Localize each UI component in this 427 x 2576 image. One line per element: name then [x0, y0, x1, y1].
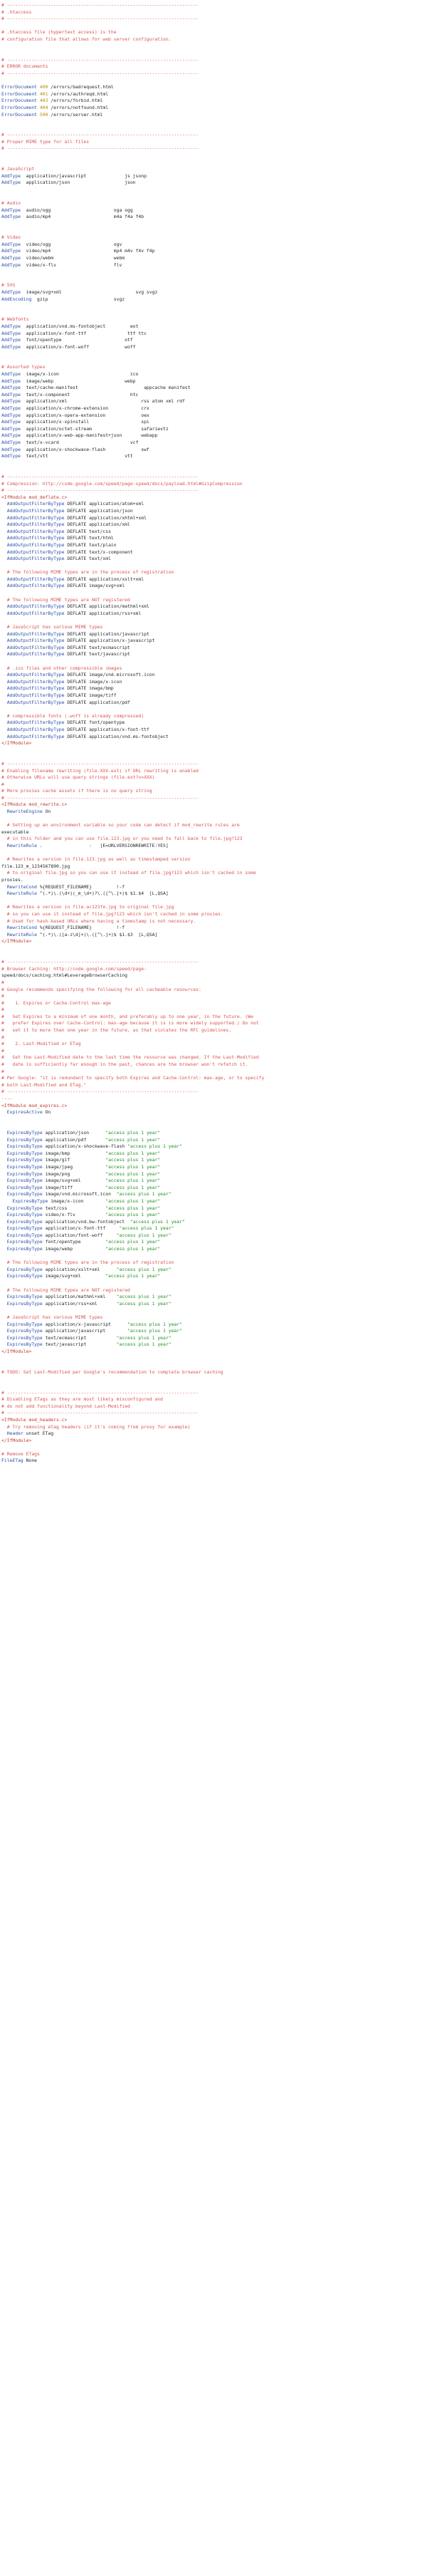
- code-line: ExpiresByType image/x-icon "access plus 1 year": [12, 1198, 161, 1204]
- code-line: [1, 1116, 427, 1123]
- code-line: [1, 1253, 427, 1260]
- code-line: ExpiresByType image/svg+xml "access plus 1 year": [6, 1178, 161, 1184]
- code-line: [1, 706, 427, 713]
- code-line: AddType text/vtt vtt: [1, 453, 133, 459]
- code-line: # Try removing etag headers (if it's coming from proxy for example): [1, 1423, 191, 1430]
- code-line: file.123_m_1234567890.jpg: [1, 863, 70, 869]
- code-line: #: [1, 993, 4, 999]
- code-line: # to original file.jpg so you can use it instead of file.jpg?123 which isn't cached in some: [1, 870, 256, 876]
- code-line: AddType application/javascript js jsonp: [1, 172, 147, 179]
- code-line: AddOutputFilterByType DEFLATE text/xml: [6, 556, 111, 562]
- code-line: [1, 658, 427, 665]
- code-line: [1, 1362, 427, 1369]
- code-line: # .ico files and other compressible images: [1, 665, 122, 671]
- code-line: AddOutputFilterByType DEFLATE application/xml: [6, 521, 130, 528]
- code-line: [1, 563, 427, 570]
- code-line: AddType application/x-xpinstall xpi: [1, 419, 149, 425]
- code-line: [1, 160, 427, 167]
- code-line: # so you can use it instead of file.jpg?123 which isn't cached in some proxies.: [1, 910, 223, 917]
- code-line: AddType audio/ogg oga ogg: [1, 207, 133, 213]
- code-line: [1, 152, 427, 160]
- code-line: # ----------------------------------------------------------------------: [1, 16, 199, 22]
- code-line: # ----------------------------------------------------------------------: [1, 487, 199, 494]
- code-line: # ERROR documents: [1, 63, 48, 70]
- code-line: AddOutputFilterByType DEFLATE application/rss+xml: [6, 610, 142, 616]
- code-line: [1, 50, 427, 57]
- code-line: # ----------------------------------------------------------------------: [1, 56, 199, 63]
- code-line: [1, 187, 427, 194]
- code-line: ExpiresByType application/rss+xml "access plus 1 year": [6, 1300, 172, 1307]
- code-line: [1, 1383, 427, 1390]
- code-line: </IfModule>: [1, 1348, 32, 1354]
- code-line: AddOutputFilterByType DEFLATE image/svg+xml: [6, 583, 125, 589]
- code-line: ErrorDocument 401 /errors/authreqd.html: [1, 90, 109, 97]
- code-line: RewriteRule . - [E=URLVERSIONREWRITE:YES]: [6, 843, 169, 849]
- code-line: ExpiresByType text/ecmascript "access plus 1 year": [6, 1334, 172, 1341]
- code-line: # Enabling filename rewriting (file.XXX.ext) if URL rewriting is enabled: [1, 767, 199, 774]
- code-line: ExpiresByType image/gif "access plus 1 year": [6, 1157, 161, 1163]
- code-line: ExpiresByType image/png "access plus 1 year": [6, 1170, 161, 1177]
- code-line: #: [1, 781, 4, 787]
- code-line: ExpiresByType application/xslt+xml "access plus 1 year": [6, 1266, 172, 1272]
- code-line: [1, 23, 427, 30]
- code-line: ExpiresByType text/javascript "access plus 1 year": [6, 1341, 172, 1348]
- code-line: RewriteEngine On: [6, 809, 51, 815]
- code-line: AddOutputFilterByType DEFLATE font/opentype: [6, 720, 125, 726]
- code-line: # Per Google: "it is redundant to specify both Expires and Cache-Control: max-age, or to specify: [1, 1075, 265, 1081]
- code-line: AddType text/cache-manifest appcache manifest: [1, 385, 191, 391]
- code-line: [1, 269, 427, 276]
- code-line: # .htaccess file (hypertext access) is the: [1, 29, 117, 36]
- code-line: [1, 1280, 427, 1287]
- code-line: # ----------------------------------------------------------------------: [1, 1410, 199, 1416]
- code-line: AddType application/x-font-ttf ttf ttc: [1, 330, 147, 336]
- code-line: [1, 945, 427, 952]
- code-line: # ----------------------------------------------------------------------: [1, 2, 199, 8]
- code-line: ErrorDocument 403 /errors/forbid.html: [1, 98, 103, 104]
- code-line: AddOutputFilterByType DEFLATE application/x-javascript: [6, 638, 155, 644]
- code-line: AddOutputFilterByType DEFLATE image/bmp: [6, 685, 114, 692]
- code-line: ExpiresByType application/x-javascript "access plus 1 year": [6, 1321, 182, 1327]
- code-line: [1, 43, 427, 51]
- code-line: # The following MIME types are in the process of registration: [1, 569, 174, 576]
- code-line: FileETag None: [1, 1458, 38, 1464]
- code-line: [1, 125, 427, 133]
- code-line: ErrorDocument 400 /errors/badrequest.html: [1, 84, 114, 90]
- code-line: <IfModule mod_rewrite.c>: [1, 801, 68, 808]
- code-line: ExpiresByType application/font-woff "access plus 1 year": [6, 1232, 172, 1238]
- code-line: speed/docs/caching.html#LeverageBrowserCaching: [1, 972, 127, 979]
- code-line: # set it to more than one year in the future, as that violates the RFC guidelines.: [1, 1027, 232, 1034]
- code-line: # Rewrites a version in file.123.jpg as well as timestamped version: [1, 856, 191, 863]
- code-line: ----: [1, 1096, 13, 1101]
- code-line: ExpiresByType application/javascript "access plus 1 year": [6, 1328, 182, 1334]
- code-line: # JavaScript: [1, 166, 35, 172]
- code-line: [1, 221, 427, 228]
- code-line: AddOutputFilterByType DEFLATE image/vnd.microsoft.icon: [6, 672, 155, 678]
- code-line: AddType video/ogg ogv: [1, 241, 122, 247]
- code-line: # JavaScript has various MIME types: [1, 1314, 103, 1320]
- code-line: RewriteCond %{REQUEST_FILENAME} !-f: [6, 883, 125, 890]
- code-line: AddType application/xml rss atom xml rdf: [1, 398, 185, 405]
- code-line: AddType video/x-flv flv: [1, 261, 122, 268]
- code-line: # ----------------------------------------------------------------------: [1, 1089, 199, 1095]
- code-line: ErrorDocument 404 /errors/notfound.html: [1, 104, 109, 110]
- code-line: # Video: [1, 234, 21, 241]
- code-line: AddType application/x-chrome-extension crx: [1, 405, 149, 412]
- code-line: # Browser Caching: http://code.google.com/speed/page-: [1, 965, 147, 972]
- code-line: AddType text/x-component htc: [1, 391, 139, 398]
- code-line: AddType image/webp webp: [1, 378, 136, 384]
- code-line: # 1. Expires or Cache-Control max-age: [1, 999, 111, 1006]
- code-line: RewriteRule ^(.*)\.([a-z\d]+)\.([^\.]+)$ $1.$3 [L,QSA]: [6, 931, 158, 938]
- code-line: ExpiresByType image/bmp "access plus 1 year": [6, 1150, 161, 1156]
- code-line: # Set the Last-Modified date to the last time the resource was changed. If the Last-Modified: [1, 1054, 259, 1061]
- code-line: AddOutputFilterByType DEFLATE application/json: [6, 507, 133, 514]
- code-line: AddType video/webm webm: [1, 254, 125, 261]
- code-line: # 2. Last-Modified or ETag: [1, 1041, 81, 1047]
- code-line: [1, 590, 427, 597]
- code-line: AddOutputFilterByType DEFLATE application/xslt+xml: [6, 576, 144, 582]
- code-line: ExpiresByType application/x-shockwave-flash "access plus 1 year": [6, 1143, 182, 1150]
- code-line: ExpiresByType application/x-font-ttf "access plus 1 year": [6, 1225, 174, 1232]
- code-line: # Assorted types: [1, 364, 46, 370]
- code-line: # The following MIME types are NOT registered: [1, 596, 130, 603]
- code-line: AddType image/x-icon ico: [1, 371, 139, 378]
- code-line: # prefer Expires over Cache-Control: max-age because it is is more widely supported.) Do not: [1, 1020, 259, 1027]
- code-line: [1, 747, 427, 754]
- code-line: # Audio: [1, 200, 21, 207]
- code-line: AddType application/vnd.ms-fontobject eot: [1, 323, 139, 329]
- code-line: # Google recommends specifying the following for all cacheable resources:: [1, 986, 201, 992]
- code-line: # ----------------------------------------------------------------------: [1, 959, 199, 965]
- code-line: [1, 310, 427, 317]
- code-line: ExpiresByType image/webp "access plus 1 year": [6, 1246, 161, 1252]
- code-line: [1, 303, 427, 310]
- code-line: # ----------------------------------------------------------------------: [1, 794, 199, 801]
- code-line: [1, 1376, 427, 1383]
- code-line: AddType application/json json: [1, 180, 136, 186]
- code-line: [1, 754, 427, 761]
- code-line: # More proxies cache assets if there is no query string: [1, 788, 152, 794]
- code-line: AddType audio/mp4 m4a f4a f4b: [1, 214, 144, 220]
- code-line: # configuration file that allows for web server configuration.: [1, 36, 172, 42]
- code-line: [1, 850, 427, 857]
- code-line: AddOutputFilterByType DEFLATE image/x-icon: [6, 678, 122, 685]
- code-line: [1, 460, 427, 467]
- code-line: [1, 276, 427, 283]
- code-line: </IfModule>: [1, 938, 32, 945]
- code-line: AddOutputFilterByType DEFLATE image/tiff: [6, 692, 117, 698]
- code-line: # in this folder and you can use file.123.jpg or you need to fall back to file.jpg?123: [1, 836, 243, 842]
- code-line: #: [1, 1047, 4, 1054]
- code-line: AddType application/x-web-app-manifest+json webapp: [1, 432, 158, 439]
- code-line: # ----------------------------------------------------------------------: [1, 70, 199, 76]
- code-line: # SVG: [1, 282, 16, 289]
- code-line: ExpiresByType image/svg+xml "access plus 1 year": [6, 1273, 161, 1279]
- code-line: # .htaccess: [1, 9, 32, 15]
- code-line: # do not add functionality beyond Last-Modified: [1, 1403, 130, 1409]
- code-line: # Setting up an environment variable so your code can detect if mod_rewrite rules are: [1, 822, 240, 829]
- code-line: </IfModule>: [1, 1437, 32, 1443]
- code-line: ExpiresByType application/pdf "access plus 1 year": [6, 1136, 161, 1143]
- code-line: AddOutputFilterByType DEFLATE application/mathml+xml: [6, 603, 149, 610]
- code-line: AddOutputFilterByType DEFLATE text/javascript: [6, 651, 130, 658]
- code-line: AddOutputFilterByType DEFLATE application/javascript: [6, 630, 149, 637]
- code-line: ExpiresByType text/css "access plus 1 year": [6, 1205, 161, 1211]
- code-line: #: [1, 1034, 4, 1040]
- code-line: # JavaScript has various MIME types: [1, 624, 103, 630]
- code-line: [1, 358, 427, 365]
- code-line: # ----------------------------------------------------------------------: [1, 1389, 199, 1396]
- code-line: [1, 1123, 427, 1130]
- code-line: AddOutputFilterByType DEFLATE text/css: [6, 528, 111, 534]
- code-line: [1, 467, 427, 474]
- code-line: AddOutputFilterByType DEFLATE text/html: [6, 535, 114, 541]
- code-line: RewriteRule ^(.*)\.(\d+)(_m_\d+)?\.([^\.]+)$ $1.$4 [L,QSA]: [6, 890, 169, 897]
- code-line: # Remove ETags: [1, 1450, 40, 1457]
- code-line: AddEncoding gzip svgz: [1, 296, 125, 302]
- code-line: # Otherwise URLs will use query strings (file.ext?v=XXX): [1, 774, 155, 781]
- code-line: [1, 1444, 427, 1451]
- code-line: ExpiresByType application/json "access plus 1 year": [6, 1129, 161, 1136]
- code-line: #: [1, 1007, 4, 1013]
- code-line: AddType application/x-font-woff woff: [1, 343, 136, 350]
- code-line: RewriteCond %{REQUEST_FILENAME} !-f: [6, 925, 125, 931]
- code-line: ExpiresByType image/vnd.microsoft.icon "access plus 1 year": [6, 1191, 172, 1198]
- code-line: AddOutputFilterByType DEFLATE text/x-component: [6, 549, 133, 555]
- code-line: AddType video/mp4 mp4 m4v f4v f4p: [1, 248, 155, 254]
- code-line: # ----------------------------------------------------------------------: [1, 132, 199, 138]
- code-line: proxies.: [1, 877, 23, 883]
- code-line: AddOutputFilterByType DEFLATE application/xhtml+xml: [6, 514, 147, 521]
- code-line: # Disabling ETags as they are most likely misconfigured and: [1, 1396, 164, 1403]
- code-line: <IfModule mod_expires.c>: [1, 1102, 68, 1108]
- code-line: [1, 617, 427, 624]
- code-line: ErrorDocument 500 /errors/server.html: [1, 111, 103, 118]
- code-line: # Proper MIME type for all files: [1, 138, 90, 145]
- code-line: # ----------------------------------------------------------------------: [1, 145, 199, 152]
- code-line: AddOutputFilterByType DEFLATE text/ecmascript: [6, 644, 130, 650]
- code-line: [1, 78, 427, 85]
- code-line: # Set Expires to a minimum of one month, and preferably up to one year, in the future. (We: [1, 1013, 253, 1019]
- code-line: ExpiresActive On: [6, 1109, 51, 1116]
- code-line: AddType application/x-opera-extension oex: [1, 412, 149, 418]
- code-line: [1, 1356, 427, 1363]
- code-line: AddType font/opentype otf: [1, 337, 133, 343]
- code-line: # both Last-Modified and ETag.": [1, 1081, 87, 1088]
- code-line: AddOutputFilterByType DEFLATE application/atom+xml: [6, 501, 144, 507]
- code-line: ExpiresByType video/x-flv "access plus 1 year": [6, 1212, 161, 1218]
- code-line: # Rewrites a version in file.ac123fe.jpg to original file.jpg: [1, 904, 174, 910]
- code-line: #: [1, 979, 4, 985]
- code-line: AddType application/x-shockwave-flash swf: [1, 446, 149, 452]
- code-line: # TODO: Set Last-Modified per Google's recommendation to complete browser caching: [1, 1368, 223, 1375]
- code-line: # The following MIME types are NOT registered: [1, 1287, 130, 1293]
- code-line: ExpiresByType image/jpeg "access plus 1 year": [6, 1163, 161, 1170]
- code-line: ExpiresByType font/opentype "access plus 1 year": [6, 1239, 161, 1245]
- code-line: AddOutputFilterByType DEFLATE application/vnd.ms-fontobject: [6, 733, 169, 739]
- code-line: [1, 816, 427, 823]
- code-line: [1, 350, 427, 358]
- code-line: ExpiresByType application/vnd.bw-fontobject "access plus 1 year": [6, 1218, 185, 1225]
- code-line: AddOutputFilterByType DEFLATE application/x-font-ttf: [6, 726, 149, 732]
- code-line: # Used for hash-based URLs where having a timestamp is not necessary.: [1, 918, 196, 924]
- code-line: <IfModule mod_headers.c>: [1, 1416, 68, 1423]
- code-line: [1, 228, 427, 235]
- code-line: AddType text/x-vcard vcf: [1, 440, 139, 445]
- code-line: AddType application/octet-stream safariextz: [1, 425, 169, 432]
- code-line: # Webfonts: [1, 316, 29, 323]
- code-line: [1, 118, 427, 125]
- code-line: [1, 898, 427, 905]
- code-line: ExpiresByType image/tiff "access plus 1 year": [6, 1184, 161, 1190]
- code-line: Header unset ETag: [6, 1430, 54, 1437]
- code-line: # Compression: http://code.google.com/speed/page-speed/docs/payload.html#GzipCompression: [1, 480, 243, 487]
- code-line: AddOutputFilterByType DEFLATE application/pdf: [6, 699, 130, 705]
- code-line: </IfModule>: [1, 740, 32, 747]
- code-line: # The following MIME types are in the process of registration: [1, 1260, 174, 1266]
- code-line: [1, 1307, 427, 1314]
- code-line: [1, 194, 427, 201]
- code-line: [1, 952, 427, 960]
- code-line: AddOutputFilterByType DEFLATE text/plain: [6, 541, 117, 548]
- code-line: # ----------------------------------------------------------------------: [1, 760, 199, 767]
- code-line: # date is sufficiently far enough in the past, chances are the browser won't refetch it.: [1, 1061, 248, 1068]
- code-line: # ----------------------------------------------------------------------: [1, 473, 199, 479]
- code-line: <IfModule mod_deflate.c>: [1, 494, 68, 500]
- code-line: executable: [1, 829, 29, 835]
- code-line: # compressible fonts (.woff is already compressed): [1, 712, 144, 719]
- code-line: ExpiresByType application/mathml+xml "access plus 1 year": [6, 1294, 172, 1300]
- code-line: AddType image/svg+xml svg svgz: [1, 289, 158, 295]
- code-line: #: [1, 1068, 4, 1074]
